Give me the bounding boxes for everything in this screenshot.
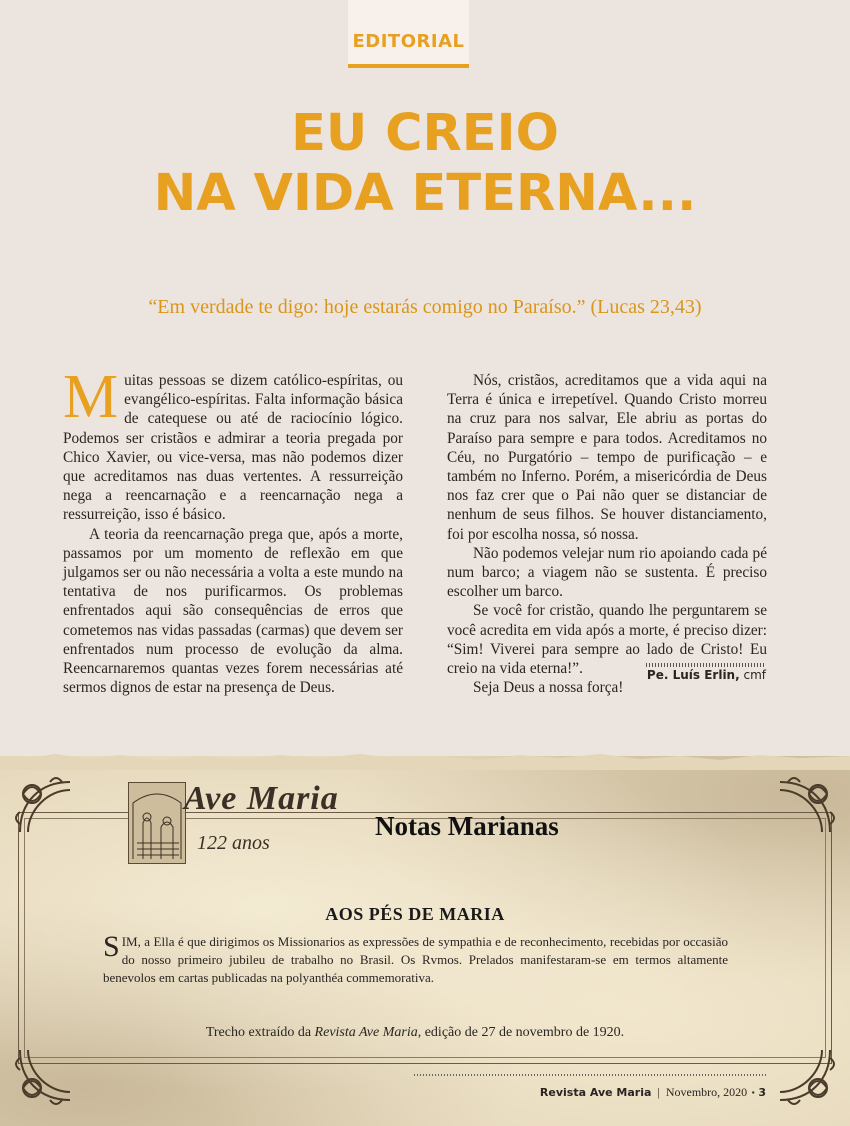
- page-footer: [540, 1085, 766, 1100]
- drop-cap: S: [103, 930, 120, 963]
- headline-line-2: NA VIDA ETERNA...: [153, 164, 697, 223]
- paragraph: Seja Deus a nossa força!: [473, 679, 624, 697]
- author-name: Pe. Luís Erlin,: [646, 668, 740, 682]
- notas-marianas-title: Notas Marianas: [375, 811, 559, 841]
- paragraph-text: uitas pessoas se dizem católico-espíritas, ou evangélico-espíritas. Falta informação básica de catequese ou até de raciocínio lógico. Podemos ser cristãos e admirar a teoria pregada por Chico Xavier, ou vice-versa, mas não podemos dizer que acreditamos nas duas vertentes. A ressurreição nega a reencarnação e a reencarnação nega a ressurreição, isso é básico.: [63, 372, 403, 524]
- section-tab: [348, 0, 469, 68]
- paragraph: Não podemos velejar num rio apoiando cada pé num barco; a viagem não se sustenta. É preciso escolher um barco.: [447, 544, 767, 601]
- excerpt-text: Trecho extraído da: [205, 1025, 315, 1040]
- paragraph: Se você for cristão, quando lhe perguntarem se você acredita em vida após a morte, é preciso dizer: “Sim! Viverei para sempre ao lado de Cristo! Eu creio na vida eterna!”.: [447, 602, 767, 678]
- bible-quote: “Em verdade te digo: hoje estarás comigo no Paraíso.” (Lucas 23,43): [148, 296, 702, 318]
- logo-years: 122 anos: [197, 832, 270, 854]
- ornamental-corner-icon: [10, 772, 80, 842]
- signature-rule: [646, 663, 766, 667]
- ave-maria-engraving-icon: [128, 782, 186, 864]
- issue-date: Novembro, 2020: [665, 1085, 748, 1099]
- excerpt-source: Revista Ave Maria: [314, 1025, 418, 1040]
- paragraph: [63, 363, 403, 525]
- left-column: [63, 363, 403, 697]
- right-column: [447, 371, 767, 697]
- section-label: EDITORIAL: [352, 31, 465, 52]
- article-text: IM, a Ella é que dirigimos os Missionarios as expressões de sympathia e de reconhecimento, recebidas por occasião do nosso primeiro jubileu de trabalho no Brasil. Os Rvmos. Prelados manifestaram-se em termos altamente benevolos em cartas publicadas na polyanthéa commemorativa.: [103, 934, 728, 985]
- author-signature: [647, 668, 766, 682]
- footer-separator: |: [657, 1085, 660, 1099]
- ornamental-corner-icon: [10, 1040, 80, 1110]
- ornamental-corner-icon: [770, 772, 840, 842]
- article-body: [103, 930, 728, 987]
- magazine-name: Revista Ave Maria: [539, 1086, 652, 1099]
- headline-line-1: EU CREIO: [291, 104, 559, 163]
- page-number-prefix: ·: [751, 1086, 756, 1099]
- page-number: 3: [758, 1086, 766, 1099]
- drop-cap: M: [63, 363, 119, 431]
- author-suffix: cmf: [739, 668, 766, 682]
- paragraph: A teoria da reencarnação prega que, após a morte, passamos por um momento de reflexão em que julgamos ser ou não necessária a volta a este mundo na tentativa de nos purificarmos. Os problemas enfrentados aqui são consequências de erros que cometemos nas vidas passadas (carmas) que devem ser enfrentados num processo de evolução da alma. Reencarnaremos quantas vezes forem necessárias até sermos dignos de estar na presença de Deus.: [63, 525, 403, 697]
- footer-rule: [414, 1074, 766, 1076]
- excerpt-text: , edição de 27 de novembro de 1920.: [417, 1025, 625, 1040]
- ave-maria-logo-text: Ave Maria: [184, 780, 339, 817]
- torn-paper-edge: [0, 748, 850, 770]
- headline: [0, 104, 850, 224]
- ornamental-corner-icon: [770, 1040, 840, 1110]
- article-title: AOS PÉS DE MARIA: [325, 904, 505, 924]
- excerpt-credit: [0, 1025, 830, 1041]
- paragraph: Nós, cristãos, acreditamos que a vida aqui na Terra é única e irrepetível. Quando Cristo morreu na cruz para nos salvar, Ele abriu as portas do Paraíso para sempre e para todos. Acreditamos no Céu, no Purgatório – tempo de purificação – e também no Inferno. Porém, a misericórdia de Deus nos faz crer que o Pai não quer se distanciar de nenhum de seus filhos. Se houver distanciamento, foi por escolha nossa, só nossa.: [447, 372, 767, 543]
